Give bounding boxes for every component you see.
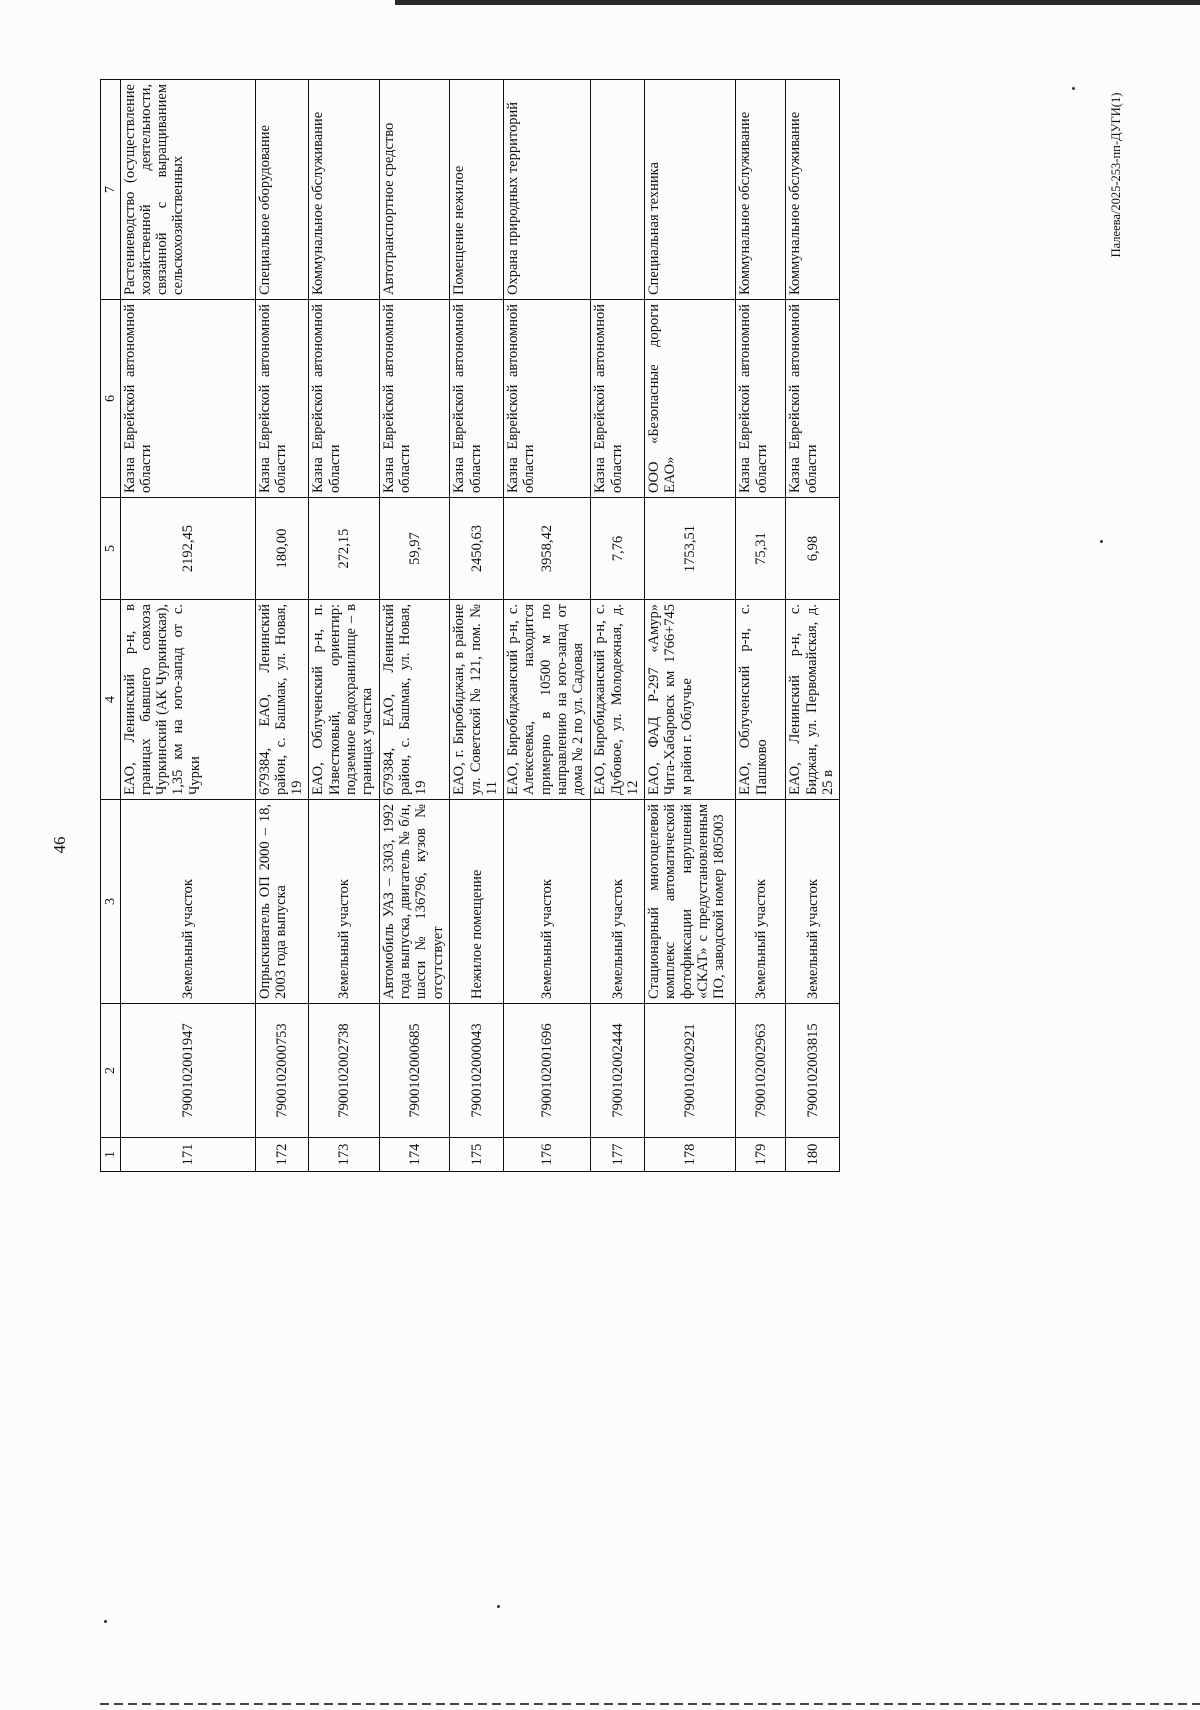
column-number-header: 1: [101, 1138, 121, 1172]
row-number: 175: [450, 1138, 504, 1172]
property-value: 7,76: [591, 498, 645, 600]
registry-number: 7900102000685: [379, 1004, 450, 1138]
property-value: 1753,51: [645, 498, 736, 600]
table-row: [504, 80, 591, 1172]
property-name: Опрыскиватель ОП 2000 – 18, 2003 года выпуска: [255, 800, 309, 1004]
column-number-header: 7: [101, 80, 121, 300]
property-name: Земельный участок: [786, 800, 840, 1004]
property-value: 6,98: [786, 498, 840, 600]
property-purpose: Помещение нежилое: [450, 80, 504, 300]
property-value: 75,31: [736, 498, 786, 600]
property-address: 679384, ЕАО, Ленинский район, с. Башмак, ул. Новая, 19: [379, 600, 450, 800]
property-address: ЕАО, ФАД Р-297 «Амур» Чита-Хабаровск км 1766+745 м район г. Облучье: [645, 600, 736, 800]
column-number-header: 4: [101, 600, 121, 800]
property-value: 2192,45: [120, 498, 255, 600]
table-row: [309, 80, 380, 1172]
scan-speck: [1072, 87, 1075, 90]
property-name: Земельный участок: [736, 800, 786, 1004]
property-purpose: Специальная техника: [645, 80, 736, 300]
table-row: [379, 80, 450, 1172]
property-name: Стационарный многоцелевой комплекс автоматической фотофиксации нарушений «СКАТ» с предустановленным ПО, заводской номер 1805003: [645, 800, 736, 1004]
row-number: 171: [120, 1138, 255, 1172]
registry-number: 7900102001696: [504, 1004, 591, 1138]
property-purpose: Автотранспортное средство: [379, 80, 450, 300]
scan-speck: [1100, 540, 1103, 543]
property-purpose: Охрана природных территорий: [504, 80, 591, 300]
property-holder: Казна Еврейской автономной области: [450, 300, 504, 498]
row-number: 176: [504, 1138, 591, 1172]
property-holder: ООО «Безопасные дороги ЕАО»: [645, 300, 736, 498]
property-value: 180,00: [255, 498, 309, 600]
column-number-row: [101, 80, 121, 1172]
table-row: [736, 80, 786, 1172]
property-holder: Казна Еврейской автономной области: [379, 300, 450, 498]
registry-number: 7900102001947: [120, 1004, 255, 1138]
registry-number: 7900102000043: [450, 1004, 504, 1138]
property-value: 3958,42: [504, 498, 591, 600]
page-number: 46: [50, 836, 69, 854]
scan-speck: [104, 1620, 107, 1623]
table-row: [255, 80, 309, 1172]
row-number: 178: [645, 1138, 736, 1172]
row-number: 173: [309, 1138, 380, 1172]
property-purpose: Коммунальное обслуживание: [309, 80, 380, 300]
top-rule: [395, 0, 1200, 5]
property-table: [100, 79, 840, 1172]
column-number-header: 6: [101, 300, 121, 498]
column-number-header: 2: [101, 1004, 121, 1138]
property-value: 2450,63: [450, 498, 504, 600]
property-address: ЕАО, Биробиджанский р-н, с. Алексеевка, находится примерно в 10500 м по направлению на юго-запад от дома № 2 по ул. Садовая: [504, 600, 591, 800]
scan-speck: [497, 1605, 500, 1608]
property-holder: Казна Еврейской автономной области: [255, 300, 309, 498]
property-address: ЕАО, Ленинский р-н, в границах бывшего совхоза Чуркинский (АК Чуркинская), 1,35 км на юго-запад от с. Чурки: [120, 600, 255, 800]
property-address: ЕАО, Облученский р-н, с. Пашково: [736, 600, 786, 800]
property-holder: Казна Еврейской автономной области: [786, 300, 840, 498]
property-name: Земельный участок: [120, 800, 255, 1004]
registry-number: 7900102000753: [255, 1004, 309, 1138]
property-value: 59,97: [379, 498, 450, 600]
property-name: Нежилое помещение: [450, 800, 504, 1004]
property-address: ЕАО, Ленинский р-н, с. Биджан, ул. Первомайская, д. 25 в: [786, 600, 840, 800]
table-row: [591, 80, 645, 1172]
property-table-frame: [100, 80, 840, 1172]
table-row: [786, 80, 840, 1172]
registry-number: 7900102002963: [736, 1004, 786, 1138]
property-name: Земельный участок: [591, 800, 645, 1004]
property-purpose: Специальное оборудование: [255, 80, 309, 300]
property-purpose: Коммунальное обслуживание: [786, 80, 840, 300]
property-address: ЕАО, Облученский р-н, п. Известковый, ориентир: подземное водохранилище – в границах участка: [309, 600, 380, 800]
property-address: ЕАО, Биробиджанский р-н, с. Дубовое, ул. Молодежная, д. 12: [591, 600, 645, 800]
property-holder: Казна Еврейской автономной области: [504, 300, 591, 498]
table-row: [450, 80, 504, 1172]
property-purpose: [591, 80, 645, 300]
row-number: 177: [591, 1138, 645, 1172]
row-number: 179: [736, 1138, 786, 1172]
property-holder: Казна Еврейской автономной области: [309, 300, 380, 498]
registry-number: 7900102002738: [309, 1004, 380, 1138]
property-name: Земельный участок: [504, 800, 591, 1004]
property-purpose: Коммунальное обслуживание: [736, 80, 786, 300]
property-holder: Казна Еврейской автономной области: [591, 300, 645, 498]
property-name: Автомобиль УАЗ – 3303, 1992 года выпуска, двигатель № б/н, шасси № 136796, кузов № отсутствует: [379, 800, 450, 1004]
property-holder: Казна Еврейской автономной области: [120, 300, 255, 498]
property-holder: Казна Еврейской автономной области: [736, 300, 786, 498]
property-address: ЕАО, г. Биробиджан, в районе ул. Советской № 121, пом. № 11: [450, 600, 504, 800]
registry-number: 7900102002444: [591, 1004, 645, 1138]
property-purpose: Растениеводство (осуществление хозяйственной деятельности, связанной с выращиванием сельскохозяйственных: [120, 80, 255, 300]
row-number: 172: [255, 1138, 309, 1172]
row-number: 174: [379, 1138, 450, 1172]
table-row: [120, 80, 255, 1172]
column-number-header: 3: [101, 800, 121, 1004]
property-value: 272,15: [309, 498, 380, 600]
column-number-header: 5: [101, 498, 121, 600]
property-name: Земельный участок: [309, 800, 380, 1004]
document-reference: Палеева/2025-253-пп-ДУГИ(1): [1109, 92, 1123, 258]
bottom-rule: [100, 1703, 1200, 1705]
property-address: 679384, ЕАО, Ленинский район, с. Башмак, ул. Новая, 19: [255, 600, 309, 800]
registry-number: 7900102002921: [645, 1004, 736, 1138]
row-number: 180: [786, 1138, 840, 1172]
registry-number: 7900102003815: [786, 1004, 840, 1138]
table-row: [645, 80, 736, 1172]
